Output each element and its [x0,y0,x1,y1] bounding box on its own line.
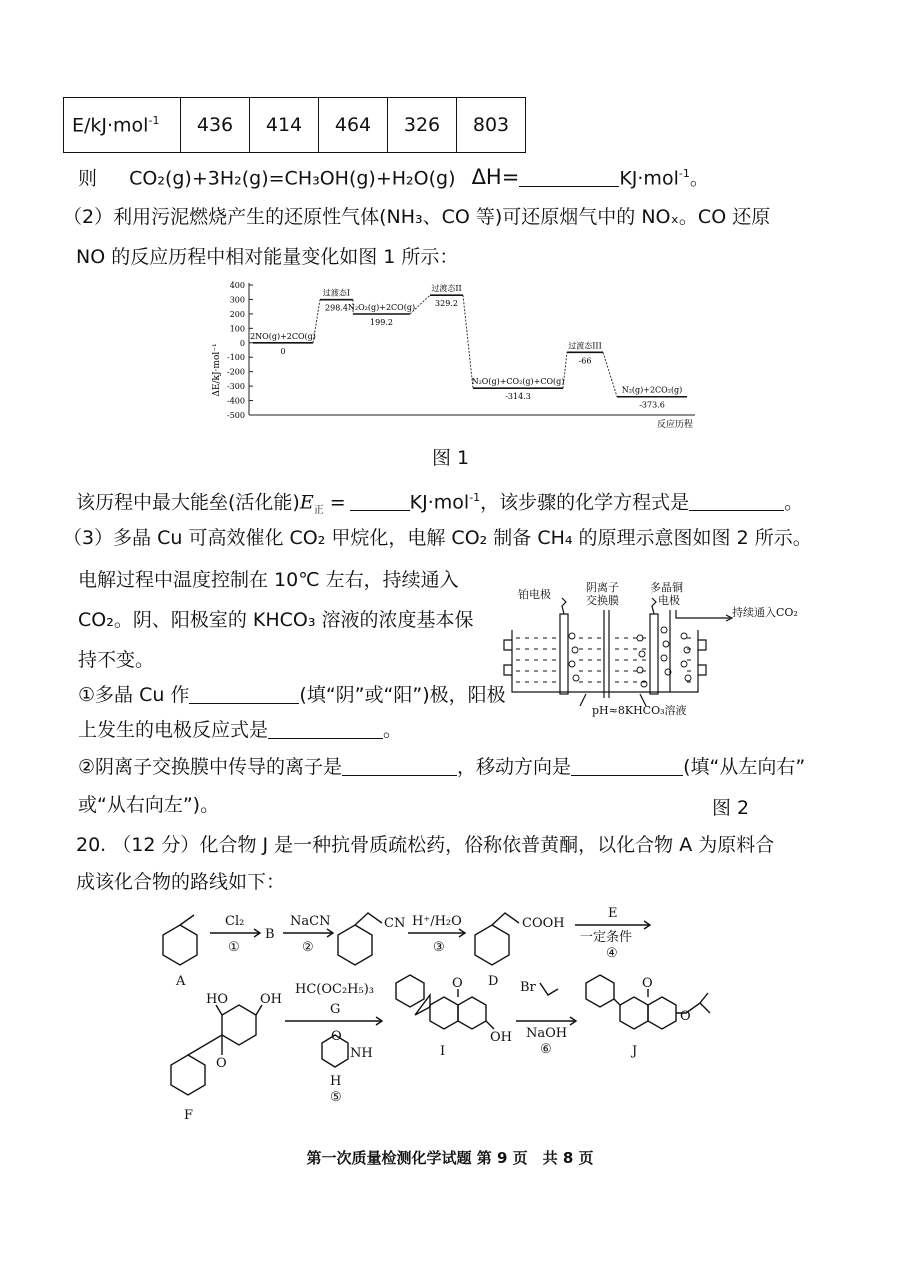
q20-line2: 成该化合物的路线如下： [76,871,286,893]
y-tick-label: 400 [229,281,245,290]
benzene-ring-a [163,925,197,965]
hydroxyl-label: HO [206,992,228,1007]
bubble [639,651,645,657]
y-tick-label: -100 [227,353,245,363]
delta-h-label: ΔH= [471,165,520,190]
chain-bond [492,913,519,925]
hydroxyl-label: OH [490,1030,512,1045]
label-j: J [632,1044,638,1059]
vessel-ports [504,640,706,675]
benzene-ring-j1 [586,975,614,1007]
bubble [637,667,643,673]
benzene-ring-i2 [458,997,486,1029]
table-header-cell: E/kJ·mol$^{-1}$ [64,98,181,153]
reagent-naoh: NaOH [526,1026,568,1041]
pt-electrode [560,614,568,694]
group-cooh: COOH [522,916,565,931]
connector-line [603,352,617,396]
label-i: I [440,1044,446,1059]
wire-icon [562,598,566,614]
bubble [661,627,667,633]
step-2: ② [302,940,314,955]
benzene-ring-i1 [396,975,424,1007]
unit-text: KJ·mol [619,167,679,190]
bubble [663,641,669,647]
condition-text: 一定条件 [580,930,633,945]
level-value-label: 0 [280,346,286,356]
membrane-label-1: 阴离子 [586,581,619,594]
benzene-ring-f1 [171,1055,205,1095]
reagent-nacn: NaCN [290,914,331,929]
reagent-cl2: Cl₂ [225,914,245,929]
bubble [573,675,579,681]
pointer-line [580,694,586,706]
q2-line2: NO 的反应历程中相对能量变化如图 1 所示： [76,246,459,268]
label-b: B [265,927,275,942]
level-label: N₂(g)+2CO₂(g) [621,385,683,395]
answer-blank [342,757,457,776]
label-a: A [176,974,186,989]
co2-tube [670,610,730,692]
figure-2-caption: 图 2 [712,797,750,819]
activation-energy-line: 该历程中最大能垒(活化能)$E_正 = KJ\cdot mol^{-1}$，该步骤的化学方程式是 。 [76,491,804,517]
cu-electrode-label-2: 电极 [658,594,680,607]
level-label: 过渡态III [568,341,602,351]
y-tick-label: -300 [227,382,245,392]
step-3: ③ [433,940,445,955]
carbonyl-oxygen: O [216,1056,227,1071]
pt-electrode-label: 铂电极 [518,588,551,601]
q3-line2: 电解过程中温度控制在 10℃ 左右，持续通入 [78,569,459,591]
step-5: ⑤ [330,1090,342,1105]
level-value-label: 199.2 [370,318,393,328]
carbonyl-oxygen: O [452,976,463,991]
level-label: 2NO(g)+2CO(g) [250,331,316,341]
q3-line6: 上发生的电极反应式是 。 [78,719,403,741]
answer-blank [268,720,383,739]
electrolysis-diagram [500,580,830,720]
label-f: F [184,1108,194,1123]
y-tick-label: 300 [229,295,245,305]
level-value-label: -66 [578,356,592,366]
co2-inlet-label: 持续通入CO₂ [732,606,798,619]
label-d: D [488,974,499,989]
energy-profile-chart [205,275,705,435]
lead-text: 则 [78,167,98,190]
reagent-g: G [330,1002,341,1017]
step-1: ① [228,940,240,955]
amine-nh: NH [350,1046,373,1061]
step-6: ⑥ [540,1042,552,1057]
cu-electrode [650,614,658,694]
answer-blank [689,492,784,511]
hydroxyl-label: OH [260,992,282,1007]
isopropyl-bromide [540,983,558,995]
reagent-acid: H⁺/H₂O [412,914,462,929]
level-value-label: -373.6 [639,400,665,410]
connector-line [463,295,473,388]
membrane-label-2: 交换膜 [586,594,619,607]
hydroxyl-bond [486,1021,494,1029]
q3-line8: 或“从右向左”)。 [78,794,220,816]
q20-line1: 20. （12 分）化合物 J 是一种抗骨质疏松药，俗称依普黄酮，以化合物 A 为原料合 [76,834,775,856]
connector-line [563,352,567,388]
page-footer: 第一次质量检测化学试题 第 9 页 共 8 页 [306,1149,594,1167]
benzene-ring-d [475,925,509,965]
level-label: N₂O(g)+CO₂(g)+CO(g) [471,377,565,387]
ether-oxygen: O [680,1009,691,1024]
equation-text: CO₂(g)+3H₂(g)=CH₃OH(g)+H₂O(g) [129,167,456,190]
methyl-bond [180,915,194,925]
table-cell: 326 [388,98,457,153]
q3-line4: 持不变。 [78,649,155,671]
level-value-label: 329.2 [435,299,458,309]
bubble [569,661,575,667]
pyranone-ring-j [620,997,648,1029]
answer-blank [571,757,683,776]
benzene-ring-j2 [648,997,676,1029]
cu-electrode-label-1: 多晶铜 [650,581,683,594]
bubbles [569,627,691,687]
answer-blank [350,492,410,511]
level-label: N₂O₂(g)+2CO(g) [347,303,416,313]
carbonyl-oxygen: O [642,976,653,991]
phenyl-link [614,999,620,1005]
benzene-ring-c [338,925,372,965]
y-tick-label: -500 [227,411,245,420]
bubble [661,655,667,661]
reagent-e: E [608,906,618,921]
enthalpy-question-line: 则 CO₂(g)+3H₂(g)=CH₃OH(g)+H₂O(g) ΔH= KJ·mol$^{-1}$。 [78,165,709,190]
y-axis-label: ΔE/kJ·mol⁻¹ [212,343,222,397]
y-tick-label: 100 [229,324,245,334]
bubble [681,661,687,667]
q3-line3: CO₂。阴、阳极室的 KHCO₃ 溶液的浓度基本保 [78,609,474,631]
synthesis-route [150,895,840,1123]
bubble [569,633,575,639]
y-tick-label: 200 [229,309,245,319]
reagent-orthoformate: HC(OC₂H₅)₃ [295,982,375,997]
bond-energy-table [63,97,526,153]
table-cell: 414 [250,98,319,153]
label-h: H [330,1074,342,1089]
y-tick-label: -200 [227,367,245,377]
level-label: 过渡态II [431,284,462,294]
reagent-br: Br [520,980,536,995]
bubble [572,647,578,653]
answer-blank [519,168,619,187]
group-cn: CN [384,916,406,931]
pyranone-ring-i [430,997,458,1029]
table-cell: 436 [181,98,250,153]
chain-bond [355,913,382,925]
morpholine-oxygen: O [331,1029,342,1044]
x-axis-label: 反应历程 [657,420,694,430]
solution-label: pH≈8KHCO₃溶液 [592,704,687,717]
level-label: 过渡态I [322,288,351,298]
benzene-ring-f2 [222,1005,256,1045]
table-cell: 464 [319,98,388,153]
figure-1-caption: 图 1 [432,447,470,469]
bubble [681,633,687,639]
q3-line1: （3）多晶 Cu 可高效催化 CO₂ 甲烷化，电解 CO₂ 制备 CH₄ 的原理示意图如图 2 所示。 [63,527,812,549]
q3-line5: ①多晶 Cu 作 (填“阴”或“阳”)极，阳极 [78,684,506,706]
bubble [685,675,691,681]
q3-line7: ②阴离子交换膜中传导的离子是 ，移动方向是 (填“从左向右” [78,756,806,778]
q2-line1: （2）利用污泥燃烧产生的还原性气体(NH₃、CO 等)可还原烟气中的 NOₓ。CO 还原 [63,206,771,228]
step-4: ④ [606,946,618,961]
phenyl-link [415,995,430,1015]
level-value-label: -314.3 [505,392,531,402]
bubble [684,647,690,653]
table-cell: 803 [457,98,526,153]
chain-bond [188,1035,222,1055]
y-tick-label: -400 [227,396,245,406]
wire-icon [652,598,656,614]
energy-levels [250,283,687,410]
y-tick-label: 0 [239,338,245,348]
level-value-label: 298.4 [325,303,348,313]
answer-blank [189,685,299,704]
